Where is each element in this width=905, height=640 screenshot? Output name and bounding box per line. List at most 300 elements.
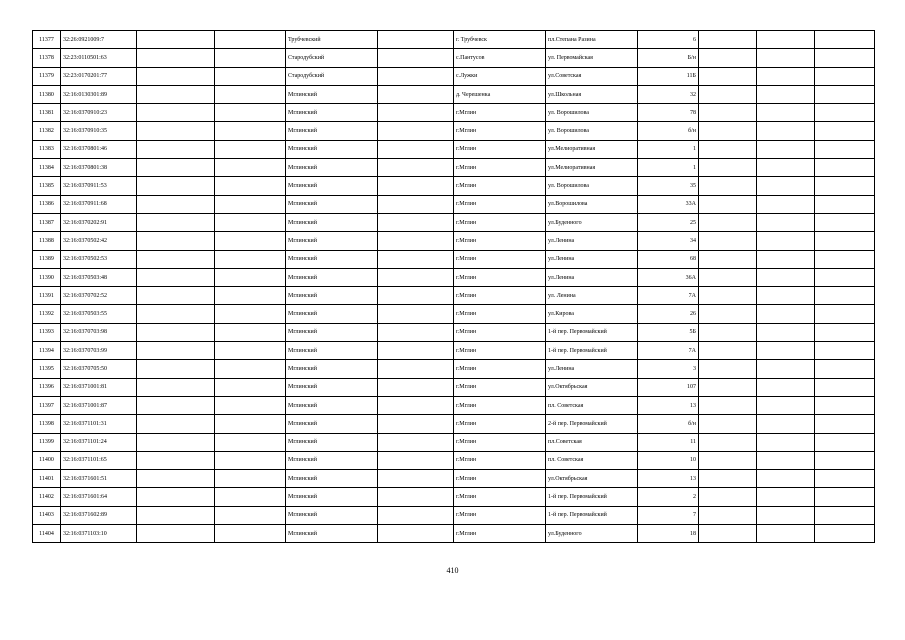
col-empty-a-cell	[137, 451, 215, 469]
col-empty-f-cell	[815, 415, 875, 433]
house-number-cell: 11	[638, 433, 699, 451]
row-number-cell: 11383	[33, 140, 61, 158]
col-empty-f-cell	[815, 305, 875, 323]
col-empty-f-cell	[815, 488, 875, 506]
col-empty-b-cell	[215, 323, 286, 341]
col-empty-a-cell	[137, 232, 215, 250]
col-empty-f-cell	[815, 85, 875, 103]
locality-cell: г.Мглин	[454, 140, 546, 158]
col-empty-d-cell	[699, 433, 757, 451]
col-empty-e-cell	[757, 49, 815, 67]
col-empty-a-cell	[137, 378, 215, 396]
col-empty-a-cell	[137, 396, 215, 414]
col-empty-f-cell	[815, 525, 875, 543]
table-row	[33, 323, 875, 341]
row-number-cell: 11397	[33, 396, 61, 414]
district-cell: Мглинский	[286, 177, 378, 195]
district-cell: Мглинский	[286, 360, 378, 378]
col-empty-e-cell	[757, 342, 815, 360]
col-empty-d-cell	[699, 525, 757, 543]
col-empty-c-cell	[378, 85, 454, 103]
row-number-cell: 11378	[33, 49, 61, 67]
col-empty-c-cell	[378, 342, 454, 360]
col-empty-a-cell	[137, 250, 215, 268]
cadastral-number-cell: 32:16:0371601:64	[61, 488, 137, 506]
house-number-cell: 25	[638, 213, 699, 231]
table-row	[33, 85, 875, 103]
col-empty-c-cell	[378, 213, 454, 231]
col-empty-a-cell	[137, 104, 215, 122]
street-cell: ул.Октябрьская	[546, 378, 638, 396]
col-empty-c-cell	[378, 360, 454, 378]
cadastral-number-cell: 32:16:0370910:23	[61, 104, 137, 122]
table-row	[33, 268, 875, 286]
col-empty-a-cell	[137, 177, 215, 195]
district-cell: Мглинский	[286, 268, 378, 286]
locality-cell: г.Мглин	[454, 250, 546, 268]
cadastral-number-cell: 32:16:0370911:53	[61, 177, 137, 195]
col-empty-f-cell	[815, 159, 875, 177]
row-number-cell: 11391	[33, 287, 61, 305]
col-empty-d-cell	[699, 232, 757, 250]
district-cell: Стародубский	[286, 49, 378, 67]
house-number-cell: 7А	[638, 342, 699, 360]
col-empty-b-cell	[215, 159, 286, 177]
locality-cell: с.Лужки	[454, 67, 546, 85]
col-empty-b-cell	[215, 140, 286, 158]
col-empty-b-cell	[215, 213, 286, 231]
district-cell: Мглинский	[286, 506, 378, 524]
district-cell: Мглинский	[286, 342, 378, 360]
col-empty-a-cell	[137, 525, 215, 543]
col-empty-a-cell	[137, 31, 215, 49]
col-empty-f-cell	[815, 360, 875, 378]
col-empty-d-cell	[699, 488, 757, 506]
col-empty-f-cell	[815, 396, 875, 414]
street-cell: ул. Ворошилова	[546, 104, 638, 122]
col-empty-b-cell	[215, 85, 286, 103]
row-number-cell: 11382	[33, 122, 61, 140]
col-empty-f-cell	[815, 323, 875, 341]
street-cell: 1-й пер. Первомайский	[546, 323, 638, 341]
col-empty-c-cell	[378, 378, 454, 396]
col-empty-a-cell	[137, 85, 215, 103]
street-cell: пл. Советская	[546, 451, 638, 469]
street-cell: 2-й пер. Первомайский	[546, 415, 638, 433]
locality-cell: г.Мглин	[454, 488, 546, 506]
district-cell: Мглинский	[286, 159, 378, 177]
house-number-cell: 35	[638, 177, 699, 195]
col-empty-a-cell	[137, 159, 215, 177]
table-row	[33, 67, 875, 85]
row-number-cell: 11388	[33, 232, 61, 250]
col-empty-c-cell	[378, 31, 454, 49]
district-cell: Стародубский	[286, 67, 378, 85]
table-row	[33, 31, 875, 49]
house-number-cell: 32	[638, 85, 699, 103]
col-empty-f-cell	[815, 378, 875, 396]
house-number-cell: б/н	[638, 122, 699, 140]
col-empty-b-cell	[215, 67, 286, 85]
district-cell: Мглинский	[286, 415, 378, 433]
col-empty-a-cell	[137, 415, 215, 433]
house-number-cell: 26	[638, 305, 699, 323]
table-row	[33, 451, 875, 469]
row-number-cell: 11385	[33, 177, 61, 195]
col-empty-b-cell	[215, 195, 286, 213]
col-empty-c-cell	[378, 305, 454, 323]
col-empty-f-cell	[815, 470, 875, 488]
locality-cell: г.Мглин	[454, 360, 546, 378]
col-empty-d-cell	[699, 195, 757, 213]
row-number-cell: 11389	[33, 250, 61, 268]
col-empty-f-cell	[815, 268, 875, 286]
locality-cell: г.Мглин	[454, 323, 546, 341]
table-row	[33, 506, 875, 524]
district-cell: Мглинский	[286, 213, 378, 231]
street-cell: ул. Ворошилова	[546, 122, 638, 140]
col-empty-f-cell	[815, 140, 875, 158]
table-row	[33, 122, 875, 140]
house-number-cell: 7А	[638, 287, 699, 305]
table-row	[33, 470, 875, 488]
col-empty-f-cell	[815, 287, 875, 305]
table-row	[33, 49, 875, 67]
col-empty-b-cell	[215, 250, 286, 268]
col-empty-d-cell	[699, 305, 757, 323]
col-empty-c-cell	[378, 177, 454, 195]
locality-cell: г.Мглин	[454, 287, 546, 305]
cadastral-number-cell: 32:16:0130301:89	[61, 85, 137, 103]
cadastral-number-cell: 32:16:0370702:52	[61, 287, 137, 305]
col-empty-f-cell	[815, 177, 875, 195]
col-empty-c-cell	[378, 49, 454, 67]
col-empty-c-cell	[378, 451, 454, 469]
cadastral-number-cell: 32:16:0370801:46	[61, 140, 137, 158]
cadastral-number-cell: 32:16:0370703:98	[61, 323, 137, 341]
locality-cell: г.Мглин	[454, 525, 546, 543]
district-cell: Мглинский	[286, 488, 378, 506]
col-empty-d-cell	[699, 159, 757, 177]
col-empty-e-cell	[757, 31, 815, 49]
col-empty-c-cell	[378, 488, 454, 506]
col-empty-a-cell	[137, 195, 215, 213]
cadastral-number-cell: 32:26:0921009:7	[61, 31, 137, 49]
district-cell: Мглинский	[286, 305, 378, 323]
locality-cell: г.Мглин	[454, 451, 546, 469]
col-empty-c-cell	[378, 323, 454, 341]
col-empty-c-cell	[378, 195, 454, 213]
street-cell: ул.Советская	[546, 67, 638, 85]
col-empty-c-cell	[378, 470, 454, 488]
col-empty-e-cell	[757, 305, 815, 323]
district-cell: Мглинский	[286, 85, 378, 103]
col-empty-a-cell	[137, 342, 215, 360]
row-number-cell: 11386	[33, 195, 61, 213]
col-empty-e-cell	[757, 104, 815, 122]
col-empty-a-cell	[137, 287, 215, 305]
cadastral-number-cell: 32:16:0370910:35	[61, 122, 137, 140]
district-cell: Мглинский	[286, 451, 378, 469]
col-empty-b-cell	[215, 305, 286, 323]
locality-cell: г.Мглин	[454, 506, 546, 524]
col-empty-f-cell	[815, 342, 875, 360]
col-empty-d-cell	[699, 104, 757, 122]
table-row	[33, 378, 875, 396]
district-cell: Мглинский	[286, 287, 378, 305]
col-empty-a-cell	[137, 268, 215, 286]
street-cell: ул.Мелиоративная	[546, 140, 638, 158]
district-cell: Трубчевский	[286, 31, 378, 49]
house-number-cell: 11Б	[638, 67, 699, 85]
col-empty-e-cell	[757, 488, 815, 506]
col-empty-d-cell	[699, 31, 757, 49]
district-cell: Мглинский	[286, 433, 378, 451]
col-empty-a-cell	[137, 140, 215, 158]
table-body	[33, 31, 875, 543]
district-cell: Мглинский	[286, 323, 378, 341]
house-number-cell: 13	[638, 470, 699, 488]
col-empty-b-cell	[215, 488, 286, 506]
locality-cell: г. Трубчевск	[454, 31, 546, 49]
house-number-cell: Б/н	[638, 49, 699, 67]
district-cell: Мглинский	[286, 470, 378, 488]
table-row	[33, 305, 875, 323]
col-empty-e-cell	[757, 122, 815, 140]
col-empty-b-cell	[215, 525, 286, 543]
col-empty-e-cell	[757, 159, 815, 177]
col-empty-e-cell	[757, 140, 815, 158]
row-number-cell: 11394	[33, 342, 61, 360]
col-empty-e-cell	[757, 506, 815, 524]
cadastral-number-cell: 32:16:0370502:53	[61, 250, 137, 268]
col-empty-b-cell	[215, 396, 286, 414]
row-number-cell: 11381	[33, 104, 61, 122]
col-empty-c-cell	[378, 67, 454, 85]
col-empty-f-cell	[815, 506, 875, 524]
district-cell: Мглинский	[286, 122, 378, 140]
street-cell: ул.Ленина	[546, 268, 638, 286]
col-empty-d-cell	[699, 250, 757, 268]
cadastral-number-cell: 32:16:0371001:87	[61, 396, 137, 414]
col-empty-f-cell	[815, 195, 875, 213]
district-cell: Мглинский	[286, 378, 378, 396]
col-empty-d-cell	[699, 506, 757, 524]
house-number-cell: 1	[638, 140, 699, 158]
house-number-cell: 6	[638, 31, 699, 49]
col-empty-f-cell	[815, 433, 875, 451]
col-empty-e-cell	[757, 287, 815, 305]
cadastral-number-cell: 32:16:0371101:65	[61, 451, 137, 469]
row-number-cell: 11387	[33, 213, 61, 231]
table-row	[33, 159, 875, 177]
cadastral-number-cell: 32:16:0371601:51	[61, 470, 137, 488]
row-number-cell: 11384	[33, 159, 61, 177]
col-empty-d-cell	[699, 122, 757, 140]
table-row	[33, 415, 875, 433]
col-empty-d-cell	[699, 268, 757, 286]
registry-table	[32, 30, 875, 543]
house-number-cell: 36А	[638, 268, 699, 286]
locality-cell: г.Мглин	[454, 342, 546, 360]
street-cell: ул.Школьная	[546, 85, 638, 103]
col-empty-f-cell	[815, 49, 875, 67]
cadastral-number-cell: 32:16:0370202:91	[61, 213, 137, 231]
col-empty-f-cell	[815, 104, 875, 122]
cadastral-number-cell: 32:16:0371101:31	[61, 415, 137, 433]
col-empty-e-cell	[757, 451, 815, 469]
street-cell: ул.Ворошилова	[546, 195, 638, 213]
table-row	[33, 342, 875, 360]
cadastral-number-cell: 32:16:0370705:50	[61, 360, 137, 378]
col-empty-a-cell	[137, 506, 215, 524]
col-empty-e-cell	[757, 378, 815, 396]
cadastral-number-cell: 32:16:0370503:55	[61, 305, 137, 323]
col-empty-d-cell	[699, 213, 757, 231]
col-empty-c-cell	[378, 287, 454, 305]
col-empty-b-cell	[215, 31, 286, 49]
col-empty-e-cell	[757, 67, 815, 85]
locality-cell: г.Мглин	[454, 470, 546, 488]
locality-cell: г.Мглин	[454, 433, 546, 451]
col-empty-e-cell	[757, 268, 815, 286]
row-number-cell: 11393	[33, 323, 61, 341]
col-empty-e-cell	[757, 470, 815, 488]
col-empty-c-cell	[378, 396, 454, 414]
street-cell: ул.Ленина	[546, 250, 638, 268]
row-number-cell: 11396	[33, 378, 61, 396]
cadastral-number-cell: 32:16:0370502:42	[61, 232, 137, 250]
street-cell: пл. Советская	[546, 396, 638, 414]
col-empty-e-cell	[757, 323, 815, 341]
district-cell: Мглинский	[286, 396, 378, 414]
col-empty-a-cell	[137, 305, 215, 323]
house-number-cell: 10	[638, 451, 699, 469]
col-empty-a-cell	[137, 470, 215, 488]
table-row	[33, 213, 875, 231]
row-number-cell: 11395	[33, 360, 61, 378]
house-number-cell: 1	[638, 159, 699, 177]
table-row	[33, 360, 875, 378]
house-number-cell: 3	[638, 360, 699, 378]
col-empty-e-cell	[757, 415, 815, 433]
col-empty-d-cell	[699, 323, 757, 341]
col-empty-c-cell	[378, 122, 454, 140]
col-empty-f-cell	[815, 213, 875, 231]
house-number-cell: 13	[638, 396, 699, 414]
col-empty-b-cell	[215, 49, 286, 67]
cadastral-number-cell: 32:16:0370911:68	[61, 195, 137, 213]
table-row	[33, 250, 875, 268]
district-cell: Мглинский	[286, 232, 378, 250]
col-empty-e-cell	[757, 232, 815, 250]
col-empty-b-cell	[215, 232, 286, 250]
street-cell: ул.Буденного	[546, 525, 638, 543]
col-empty-e-cell	[757, 360, 815, 378]
street-cell: 1-й пер. Первомайский	[546, 506, 638, 524]
col-empty-a-cell	[137, 488, 215, 506]
street-cell: ул. Первомайская	[546, 49, 638, 67]
house-number-cell: б/н	[638, 415, 699, 433]
col-empty-e-cell	[757, 433, 815, 451]
col-empty-a-cell	[137, 433, 215, 451]
table-row	[33, 488, 875, 506]
col-empty-e-cell	[757, 195, 815, 213]
col-empty-b-cell	[215, 268, 286, 286]
street-cell: пл.Степана Разина	[546, 31, 638, 49]
row-number-cell: 11403	[33, 506, 61, 524]
cadastral-number-cell: 32:16:0371101:24	[61, 433, 137, 451]
house-number-cell: 78	[638, 104, 699, 122]
table-row	[33, 232, 875, 250]
district-cell: Мглинский	[286, 195, 378, 213]
locality-cell: г.Мглин	[454, 195, 546, 213]
col-empty-a-cell	[137, 360, 215, 378]
locality-cell: д. Черешенка	[454, 85, 546, 103]
col-empty-b-cell	[215, 433, 286, 451]
cadastral-number-cell: 32:16:0370801:38	[61, 159, 137, 177]
col-empty-d-cell	[699, 378, 757, 396]
street-cell: ул.Буденного	[546, 213, 638, 231]
cadastral-number-cell: 32:23:0170201:77	[61, 67, 137, 85]
col-empty-d-cell	[699, 287, 757, 305]
col-empty-b-cell	[215, 451, 286, 469]
col-empty-a-cell	[137, 49, 215, 67]
col-empty-f-cell	[815, 67, 875, 85]
street-cell: ул. Ворошилова	[546, 177, 638, 195]
col-empty-b-cell	[215, 287, 286, 305]
locality-cell: г.Мглин	[454, 232, 546, 250]
cadastral-number-cell: 32:16:0370703:99	[61, 342, 137, 360]
row-number-cell: 11398	[33, 415, 61, 433]
house-number-cell: 7	[638, 506, 699, 524]
col-empty-d-cell	[699, 67, 757, 85]
district-cell: Мглинский	[286, 104, 378, 122]
row-number-cell: 11399	[33, 433, 61, 451]
col-empty-f-cell	[815, 451, 875, 469]
locality-cell: г.Мглин	[454, 415, 546, 433]
table-row	[33, 287, 875, 305]
table-row	[33, 396, 875, 414]
table-row	[33, 195, 875, 213]
col-empty-c-cell	[378, 140, 454, 158]
col-empty-f-cell	[815, 250, 875, 268]
district-cell: Мглинский	[286, 140, 378, 158]
col-empty-a-cell	[137, 67, 215, 85]
house-number-cell: 5Б	[638, 323, 699, 341]
locality-cell: г.Мглин	[454, 378, 546, 396]
row-number-cell: 11392	[33, 305, 61, 323]
cadastral-number-cell: 32:23:0110501:63	[61, 49, 137, 67]
street-cell: ул. Ленина	[546, 287, 638, 305]
col-empty-d-cell	[699, 49, 757, 67]
page-number: 410	[446, 566, 459, 575]
street-cell: ул.Мелиоративная	[546, 159, 638, 177]
col-empty-f-cell	[815, 122, 875, 140]
row-number-cell: 11390	[33, 268, 61, 286]
row-number-cell: 11380	[33, 85, 61, 103]
col-empty-d-cell	[699, 342, 757, 360]
col-empty-d-cell	[699, 396, 757, 414]
cadastral-number-cell: 32:16:0371602:89	[61, 506, 137, 524]
locality-cell: г.Мглин	[454, 159, 546, 177]
street-cell: ул.Ленина	[546, 232, 638, 250]
col-empty-b-cell	[215, 342, 286, 360]
col-empty-f-cell	[815, 232, 875, 250]
district-cell: Мглинский	[286, 250, 378, 268]
cadastral-number-cell: 32:16:0370503:48	[61, 268, 137, 286]
col-empty-c-cell	[378, 415, 454, 433]
